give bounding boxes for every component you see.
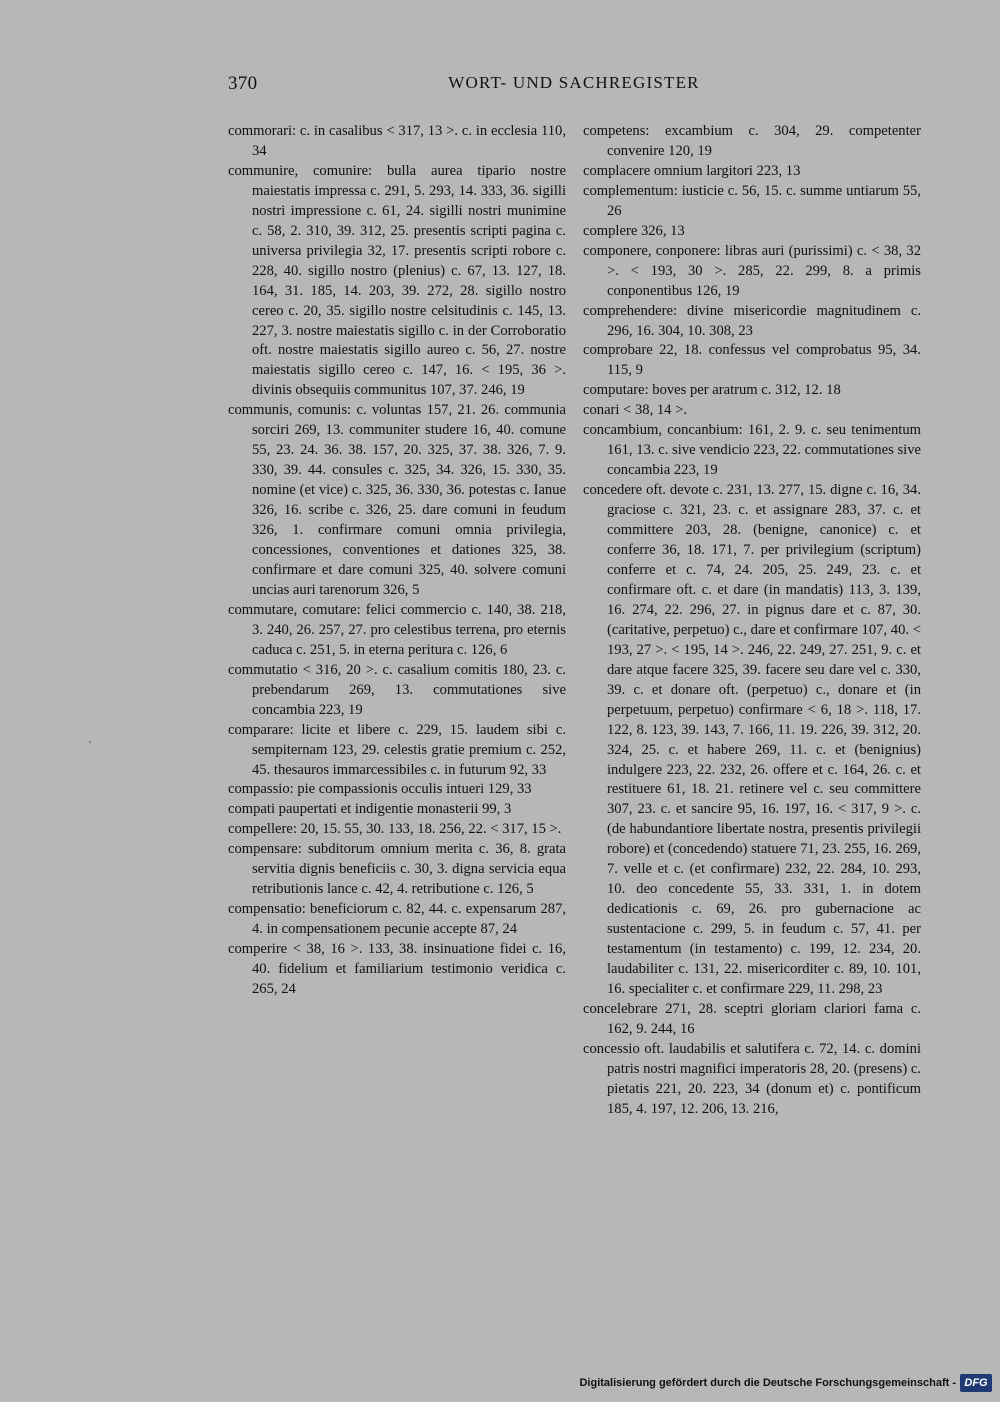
footer xyxy=(579,1372,992,1394)
index-entry: comparare: licite et libere c. 229, 15. laudem sibi c. sempiternam 123, 29. celestis gratie premium c. 252, 45. thesauros immarcessibiles c. in futurum 92, 33 xyxy=(228,721,566,778)
index-entry: commutatio < 316, 20 >. c. casalium comitis 180, 23. c. prebendarum 269, 13. commutationes sive concambia 223, 19 xyxy=(228,661,566,718)
index-entry: complementum: iusticie c. 56, 15. c. summe untiarum 55, 26 xyxy=(583,182,921,219)
index-entry: compensatio: beneficiorum c. 82, 44. c. expensarum 287, 4. in compensationem pecunie accepte 87, 24 xyxy=(228,901,566,938)
index-entry: computare: boves per aratrum c. 312, 12. 18 xyxy=(583,382,841,399)
right-column xyxy=(583,122,921,1120)
index-entry: comprobare 22, 18. confessus vel comprobatus 95, 34. 115, 9 xyxy=(583,342,921,379)
index-entry: comperire < 38, 16 >. 133, 38. insinuatione fidei c. 16, 40. fidelium et familiarium testimonio veridica c. 265, 24 xyxy=(228,941,566,997)
index-entry: conari < 38, 14 >. xyxy=(583,402,688,419)
index-entry: competens: excambium c. 304, 29. competenter convenire 120, 19 xyxy=(583,123,921,159)
index-entry: communis, comunis: c. voluntas 157, 21. 26. communia sorciri 269, 13. communiter studere 16, 40. comune 55, 23. 24. 36. 38. 157, 20. 325, 37. 38. 326, 7. 9. 330, 39. 44. consules c. 325, 34. 326, 15. 330, 35. nomine (et vice) c. 325, 36. 330, 36. potestas c. Ianue 326, 16. scribe c. 326, 25. dare comuni in feudum 326, 1. confirmare comuni omnia privilegia, concessiones, conventiones et dationes 325, 38. confirmare et dare comuni 325, 40. solvere comuni uncias auri tarenorum 326, 5 xyxy=(228,402,566,598)
index-entry: concessio oft. laudabilis et salutifera c. 72, 14. c. domini patris nostri magnifici imperatoris 28, 20. (presens) c. pietatis 221, 20. 223, 34 (donum et) c. pontificum 185, 4. 197, 12. 206, 13. 216, xyxy=(583,1040,921,1117)
running-title: WORT- UND SACHREGISTER xyxy=(448,73,700,92)
index-entry: concedere oft. devote c. 231, 13. 277, 15. digne c. 16, 34. graciose c. 321, 23. c. et assignare 283, 37. c. et committere 203, 28. (benigne, canonice) c. et conferre 36, 18. 171, 7. per privilegium (scriptum) conferre et c. 74, 24. 205, 25. 249, 23. c. et confirmare oft. c. et dare (in mandatis) 113, 3. 139, 16. 274, 22. 296, 27. in pignus dare et c. 87, 30. (caritative, perpetuo) c., dare et confirmare 107, 40. < 193, 27 >. < 195, 14 >. 246, 22. 249, 27. 251, 9. c. et dare atque facere 325, 39. facere seu dare vel c. 330, 39. c. et donare oft. (perpetuo) c., donare et (in perpetuum, perpetuo) confirmare < 6, 18 >. 118, 17. 122, 8. 123, 39. 143, 7. 166, 11. 19. 226, 39. 312, 20. 324, 25. c. et habere 269, 11. c. et (benignius) indulgere 223, 22. 232, 26. offere et c. 164, 26. c. et restituere 61, 18. 21. retinere vel c. seu committere 307, 23. c. et sancire 95, 16. 197, 16. < 317, 9 >. c. (de habundantiore libertate nostra, presentis privilegii robore) et (concedendo) statuere 71, 23. 255, 16. 269, 7. velle et c. (et confirmare) 232, 22. 284, 10. 293, 10. deo concedente 55, 33. 331, 1. in dotem dedicationis c. 69, 26. pro gubernacione ac sustentacione c. 299, 5. in feudum c. 57, 41. per testamentum (in testamento) c. 199, 12. 234, 20. laudabiliter c. 131, 22. misericorditer c. 89, 10. 101, 16. specialiter c. et confirmare 229, 11. 298, 23 xyxy=(583,482,921,997)
index-entry: compensare: subditorum omnium merita c. 36, 8. grata servitia dignis beneficiis c. 30, 3. digna servicia equa retributionis lance c. 42, 4. retributione c. 126, 5 xyxy=(228,841,566,898)
funding-notice: Digitalisierung gefördert durch die Deutsche Forschungsgemeinschaft - xyxy=(579,1377,956,1389)
index-entry: commorari: c. in casalibus < 317, 13 >. c. in ecclesia 110, 34 xyxy=(228,123,566,159)
scan-speck xyxy=(89,741,91,743)
index-entry: complacere omnium largitori 223, 13 xyxy=(583,162,801,179)
index-entry: communire, comunire: bulla aurea tipario nostre maiestatis impressa c. 291, 5. 293, 14. 333, 36. sigilli nostri impressione c. 61, 24. sigilli nostri munimine c. 58, 2. 310, 39. 312, 25. presentis scripti pagina c. universa privilegia 32, 17. presentis scripti robore c. 228, 40. sigillo nostro (plenius) c. 67, 13. 127, 18. 164, 31. 185, 14. 203, 39. 272, 28. sigillo nostro cereo c. 20, 35. sigillo nostre celsitudinis c. 145, 13. 227, 3. nostre maiestatis sigillo c. in der Corroboratio oft. nostre maiestatis sigillo aureo c. 56, 27. nostre maiestatis sigillo cereo c. 147, 16. < 195, 36 >. divinis obsequiis communitus 107, 37. 246, 19 xyxy=(228,162,566,399)
dfg-logo-icon: DFG xyxy=(960,1374,992,1392)
index-entry: componere, conponere: libras auri (purissimi) c. < 38, 32 >. < 193, 30 >. 285, 22. 299, 8. a primis conponentibus 126, 19 xyxy=(583,242,921,299)
index-entry: compassio: pie compassionis occulis intueri 129, 33 xyxy=(228,781,532,798)
index-entry: compati paupertati et indigentie monasterii 99, 3 xyxy=(228,801,512,818)
left-column xyxy=(228,122,566,1000)
index-entry: concelebrare 271, 28. sceptri gloriam clariori fama c. 162, 9. 244, 16 xyxy=(583,1000,921,1037)
index-entry: comprehendere: divine misericordie magnitudinem c. 296, 16. 304, 10. 308, 23 xyxy=(583,302,921,339)
page-number: 370 xyxy=(228,73,258,94)
index-entry: complere 326, 13 xyxy=(583,222,685,239)
index-entry: compellere: 20, 15. 55, 30. 133, 18. 256, 22. < 317, 15 >. xyxy=(228,821,562,838)
index-entry: concambium, concanbium: 161, 2. 9. c. seu tenimentum 161, 13. c. sive vendicio 223, 22. commutationes sive concambia 223, 19 xyxy=(583,422,921,479)
page-header xyxy=(228,73,920,103)
index-entry: commutare, comutare: felici commercio c. 140, 38. 218, 3. 240, 26. 257, 27. pro celestibus terrena, pro eternis caduca c. 251, 5. in eterna peritura c. 126, 6 xyxy=(228,601,566,658)
